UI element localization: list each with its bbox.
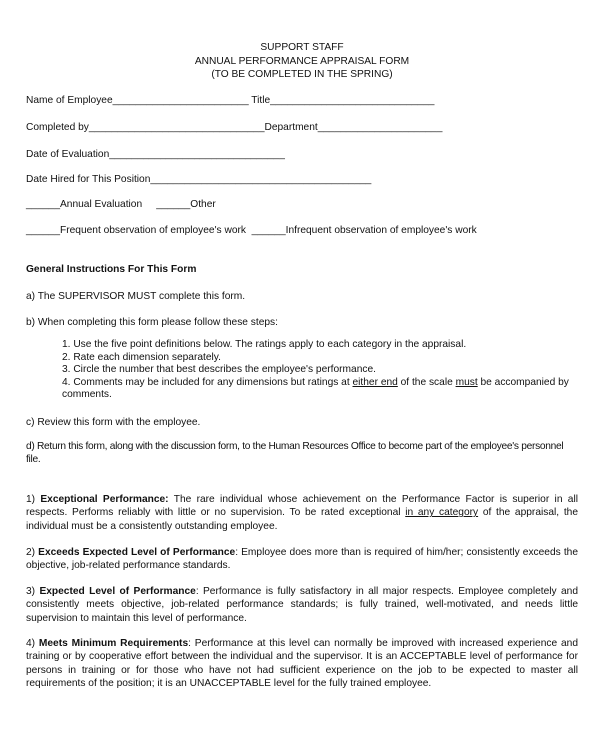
field-observation: ______Frequent observation of employee's work ______Infrequent observation of employee's work [26, 225, 477, 236]
instruction-steps [62, 339, 580, 402]
field-date-hired: Date Hired for This Position_______________________________________ [26, 174, 372, 185]
definition-1-title: Exceptional Performance: [40, 494, 169, 505]
field-name-of-employee: Name of Employee________________________ Title_____________________________ [26, 95, 435, 106]
header-line-1: SUPPORT STAFF [260, 42, 344, 53]
definition-4: 4) Meets Minimum Requirements: Performance at this level can normally be improved with increased experience and training or by cooperative effort between the individual and the supervisor. It is an ACCEPTABLE level of performance for persons in training or for those who have not had sufficient experience on the job to be expected to master all requirements of the position; it is an UNACCEPTABLE level for the fully trained employee. [26, 638, 578, 689]
instruction-d: d) Return this form, along with the discussion form, to the Human Resources Office to become part of the employee's personnel file. [26, 441, 564, 466]
field-date-of-evaluation: Date of Evaluation_______________________________ [26, 149, 285, 160]
definition-3-title: Expected Level of Performance [39, 586, 196, 597]
step-4-continued: comments. [62, 389, 112, 401]
definition-1: 1) Exceptional Performance: The rare individual whose achievement on the Performance Factor is superior in all respects. Performs reliably with little or no supervision. To be rated exceptional in any category of the appraisal, the individual must be a consistently outstanding employee. [26, 494, 579, 532]
step-4-underline-either-end: either end [352, 376, 398, 388]
header-line-2: ANNUAL PERFORMANCE APPRAISAL FORM [194, 55, 410, 67]
instruction-c: c) Review this form with the employee. [26, 417, 201, 428]
step-1: 1. Use the five point definitions below. The ratings apply to each category in the appraisal. [62, 339, 467, 350]
form-header [0, 41, 600, 82]
definition-2-title: Exceeds Expected Level of Performance [38, 547, 236, 558]
field-completed-by: Completed by_______________________________Department______________________ [26, 122, 443, 133]
instruction-a: a) The SUPERVISOR MUST complete this form. [26, 291, 246, 302]
definition-4-title: Meets Minimum Requirements [38, 638, 189, 649]
header-line-3: (TO BE COMPLETED IN THE SPRING) [211, 69, 393, 81]
field-evaluation-type: ______Annual Evaluation ______Other [26, 199, 216, 210]
step-3: 3. Circle the number that best describes the employee's performance. [62, 364, 376, 376]
definition-1-underline: in any category [405, 507, 479, 519]
step-4-underline-must: must [455, 376, 478, 388]
definition-2: 2) Exceeds Expected Level of Performance: Employee does more than is required of him/her; consistently exceeds the objective, job-related performance standards. [26, 547, 579, 572]
instructions-heading: General Instructions For This Form [26, 264, 197, 275]
instruction-b: b) When completing this form please follow these steps: [26, 317, 278, 328]
step-2: 2. Rate each dimension separately. [62, 351, 221, 363]
definition-3: 3) Expected Level of Performance: Performance is fully satisfactory in all major respects. Employee completely and consistently meets objective, job-related performance standards; is fully trained, well-motivated, and needs little supervision to maintain this level of performance. [26, 586, 578, 624]
step-4: 4. Comments may be included for any dimensions but ratings at either end of the scale must be accompanied by [62, 376, 569, 388]
